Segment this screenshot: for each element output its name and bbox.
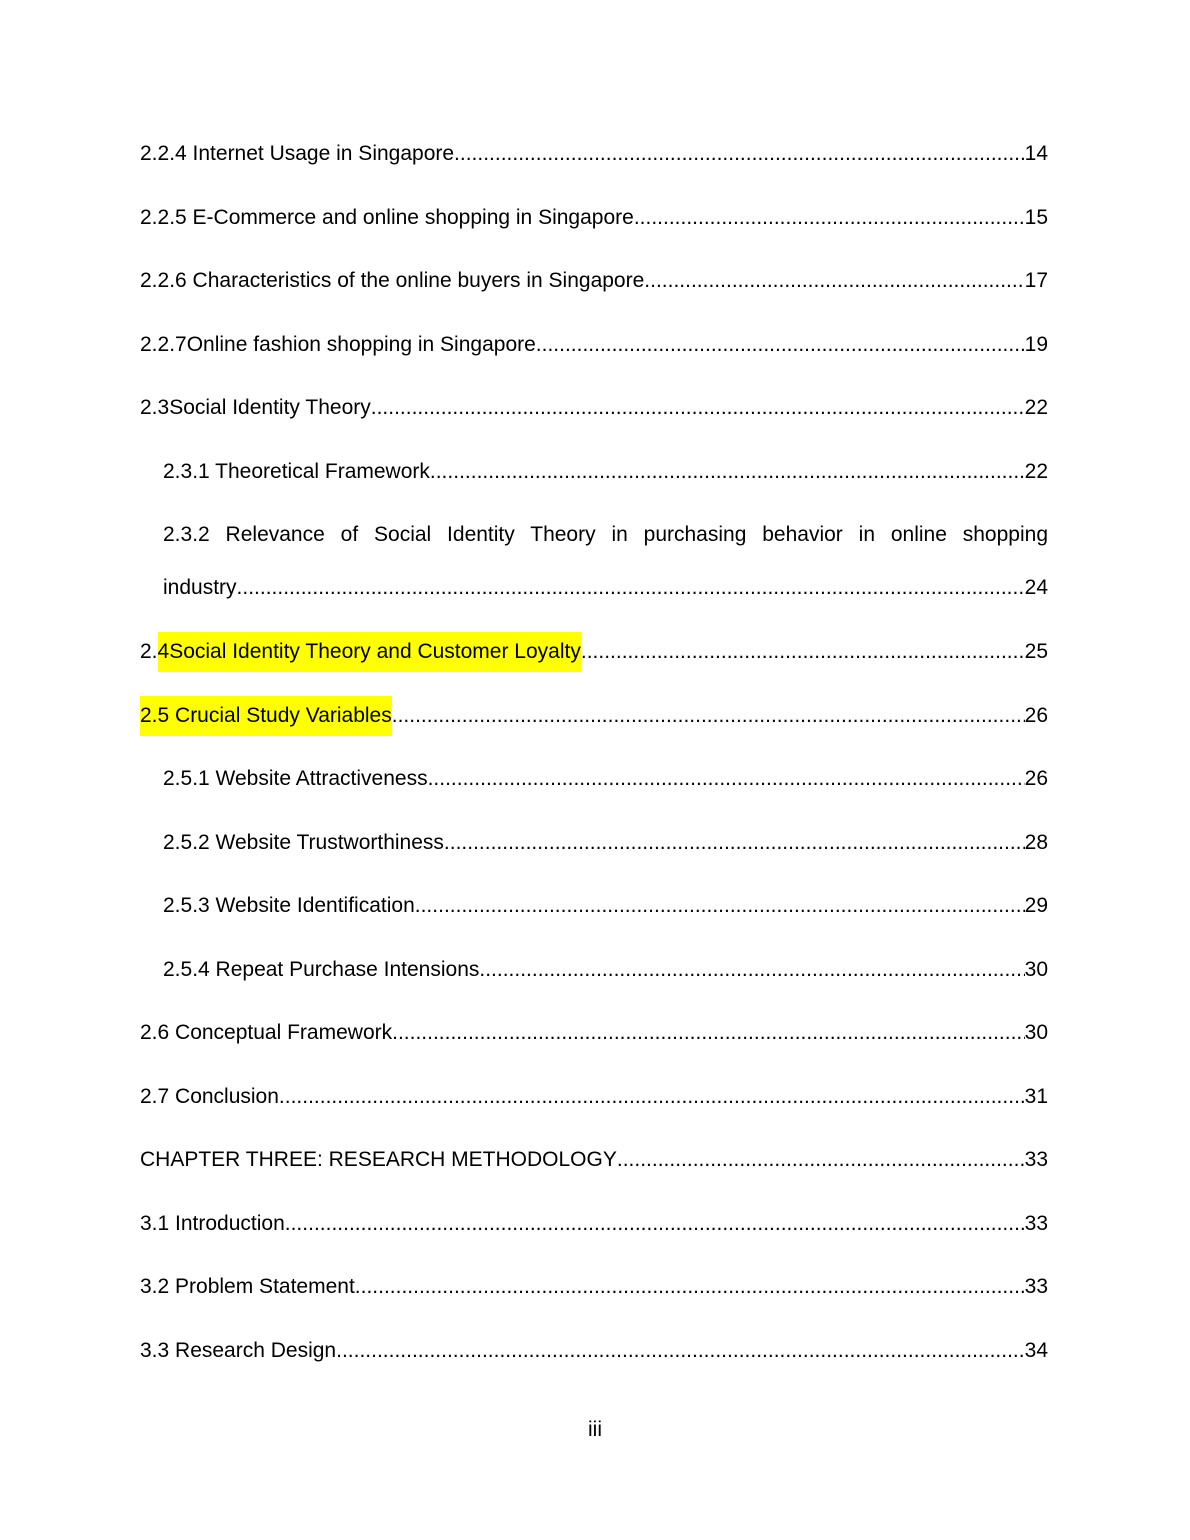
dot-leader <box>428 759 1025 799</box>
toc-entry[interactable] <box>140 823 1048 887</box>
toc-entry[interactable] <box>140 632 1048 696</box>
toc-entry-page: 34 <box>1024 1338 1048 1362</box>
toc-entry-page: 24 <box>1024 576 1048 599</box>
toc-entry[interactable] <box>140 759 1048 823</box>
toc-entry-page: 30 <box>1024 957 1048 981</box>
toc-entry-page: 31 <box>1024 1084 1048 1108</box>
toc-entry-page: 30 <box>1024 1021 1048 1044</box>
toc-entry-page: 28 <box>1024 830 1048 854</box>
toc-entry-title: 3.2 Problem Statement <box>140 1275 355 1298</box>
toc-entry[interactable] <box>140 198 1048 262</box>
table-of-contents <box>140 134 1048 1394</box>
dot-leader <box>634 198 1025 238</box>
toc-entry[interactable] <box>140 1013 1048 1077</box>
toc-entry[interactable] <box>140 1331 1048 1395</box>
toc-entry-title-line2: industry <box>163 576 237 599</box>
toc-entry-page: 25 <box>1024 640 1048 663</box>
toc-entry-title: 2.2.5 E-Commerce and online shopping in Singapore <box>140 205 634 229</box>
toc-entry[interactable] <box>140 696 1048 760</box>
toc-entry-page: 22 <box>1024 396 1048 419</box>
dot-leader <box>279 1077 1025 1117</box>
toc-entry[interactable] <box>140 1077 1048 1141</box>
toc-entry-page: 22 <box>1024 459 1048 483</box>
toc-entry-page: 26 <box>1024 703 1048 727</box>
toc-entry[interactable] <box>140 261 1048 325</box>
dot-leader <box>454 134 1025 174</box>
toc-entry[interactable] <box>140 134 1048 198</box>
toc-entry-page: 26 <box>1024 767 1048 790</box>
dot-leader <box>430 452 1025 492</box>
toc-entry-title: 2.7 Conclusion <box>140 1084 279 1108</box>
dot-leader <box>336 1331 1025 1371</box>
toc-entry[interactable] <box>140 950 1048 1014</box>
toc-entry[interactable] <box>140 1204 1048 1268</box>
toc-entry-page: 33 <box>1024 1148 1048 1171</box>
toc-entry-title: 2.5.4 Repeat Purchase Intensions <box>163 957 480 981</box>
toc-entry[interactable] <box>140 1267 1048 1331</box>
toc-entry-title-line1: 2.3.2 Relevance of Social Identity Theory in purchasing behavior in online shopping <box>163 523 1048 546</box>
toc-entry-title: 2.6 Conceptual Framework <box>140 1021 393 1044</box>
dot-leader <box>617 1140 1025 1180</box>
dot-leader <box>444 823 1025 863</box>
dot-leader <box>392 1013 1025 1053</box>
toc-entry-page: 19 <box>1024 332 1048 356</box>
toc-entry[interactable] <box>140 1140 1048 1204</box>
dot-leader <box>237 568 1025 608</box>
toc-entry-page: 33 <box>1024 1275 1048 1298</box>
toc-entry-title: 3.3 Research Design <box>140 1338 337 1362</box>
toc-entry-title: 2.2.6 Characteristics of the online buyers in Singapore <box>140 269 645 292</box>
toc-entry-title: 2.5.1 Website Attractiveness <box>163 767 428 790</box>
toc-entry[interactable] <box>140 452 1048 516</box>
toc-entry-page: 15 <box>1024 205 1048 229</box>
toc-entry-page: 29 <box>1024 894 1048 917</box>
toc-entry-title: 2.3Social Identity Theory <box>140 396 371 419</box>
toc-entry[interactable] <box>140 388 1048 452</box>
dot-leader <box>392 696 1025 736</box>
toc-entry-title-highlighted: 4Social Identity Theory and Customer Loyalty <box>158 632 581 672</box>
toc-entry[interactable] <box>140 325 1048 389</box>
toc-entry-title: 2.2.4 Internet Usage in Singapore <box>140 142 455 165</box>
page-number-footer: iii <box>588 1418 602 1441</box>
toc-entry-prefix: 2. <box>140 640 158 663</box>
toc-entry-title: 3.1 Introduction <box>140 1211 285 1235</box>
toc-entry[interactable] <box>140 886 1048 950</box>
dot-leader <box>371 388 1025 428</box>
dot-leader <box>285 1204 1025 1244</box>
toc-entry-title: 2.5.2 Website Trustworthiness <box>163 830 444 854</box>
toc-entry-title: 2.2.7Online fashion shopping in Singapore <box>140 332 536 356</box>
toc-entry-title-highlighted: 2.5 Crucial Study Variables <box>140 696 392 736</box>
toc-entry-page: 14 <box>1024 142 1048 165</box>
dot-leader <box>581 632 1025 672</box>
dot-leader <box>355 1267 1025 1307</box>
toc-entry-multiline[interactable] <box>140 515 1048 632</box>
dot-leader <box>479 950 1024 990</box>
toc-entry-page: 33 <box>1024 1211 1048 1235</box>
toc-entry-title: 2.5.3 Website Identification <box>163 894 415 917</box>
dot-leader <box>415 886 1025 926</box>
dot-leader <box>536 325 1025 365</box>
toc-entry-title: 2.3.1 Theoretical Framework <box>163 459 430 483</box>
dot-leader <box>644 261 1024 301</box>
toc-entry-title: CHAPTER THREE: RESEARCH METHODOLOGY <box>140 1148 617 1171</box>
toc-entry-page: 17 <box>1024 269 1048 292</box>
